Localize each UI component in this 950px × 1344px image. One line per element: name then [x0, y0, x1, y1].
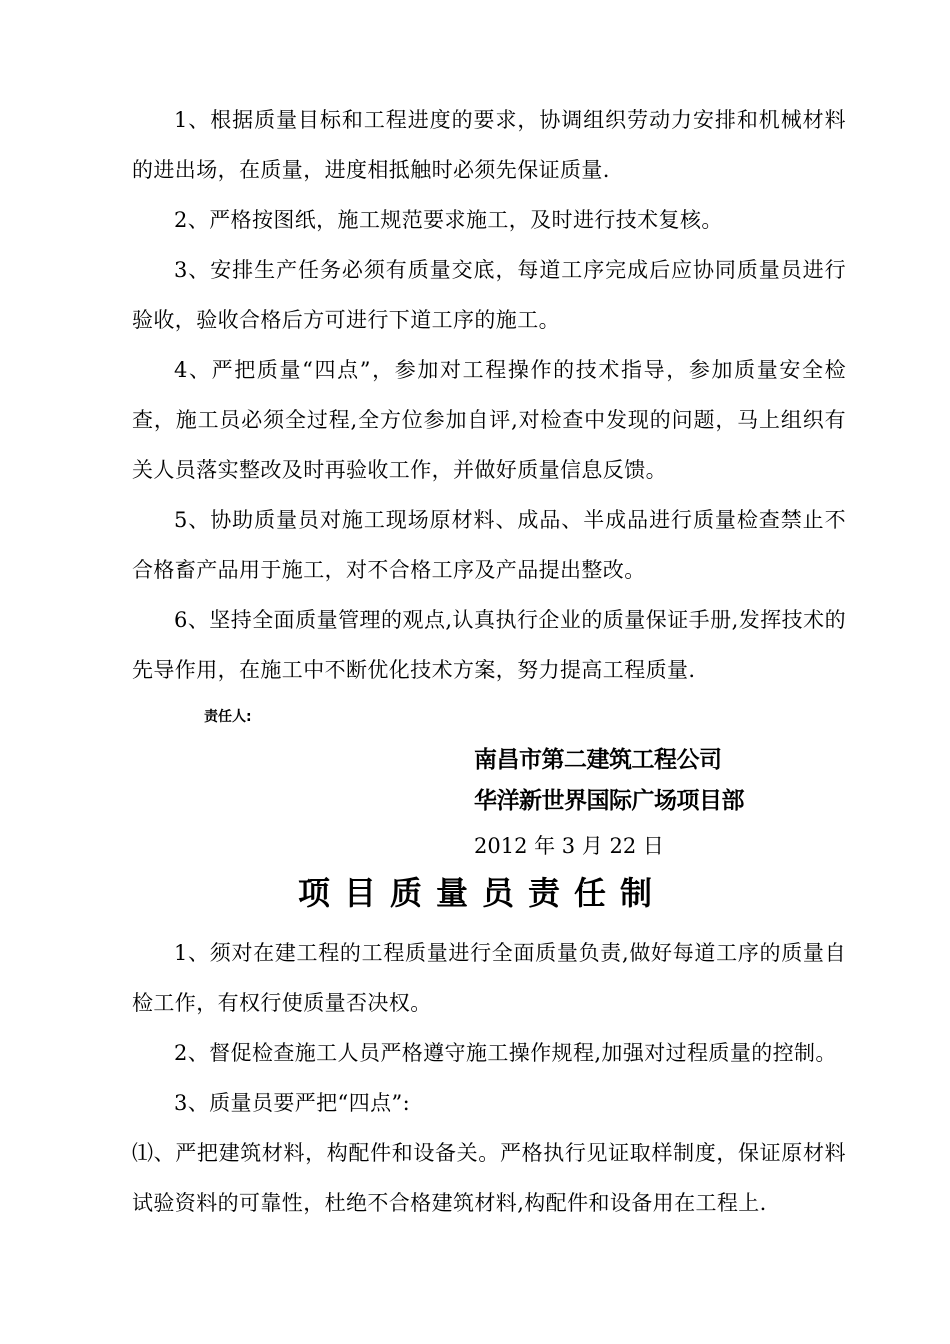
- paragraph-6: 6、坚持全面质量管理的观点,认真执行企业的质量保证手册,发挥技术的先导作用，在施工中不断优化技术方案，努力提高工程质量.: [132, 608, 846, 682]
- duty-paragraph-2: 2、督促检查施工人员严格遵守施工操作规程,加强对过程质量的控制。: [174, 1041, 837, 1065]
- paragraph-4: 4、严把质量“四点”，参加对工程操作的技术指导，参加质量安全检查，施工员必须全过程,全方位参加自评,对检查中发现的问题，马上组织有关人员落实整改及时再验收工作，并做好质量信息反馈。: [132, 358, 846, 482]
- duty-paragraph-1: 1、须对在建工程的工程质量进行全面质量负责,做好每道工序的质量自检工作，有权行使质量否决权。: [132, 941, 846, 1015]
- paragraph-1: 1、根据质量目标和工程进度的要求，协调组织劳动力安排和机械材料的进出场，在质量，进度相抵触时必须先保证质量.: [132, 108, 846, 182]
- section-title: 项目质量员责任制: [297, 874, 666, 912]
- duty-paragraph-3: 3、质量员要严把“四点”:: [174, 1091, 411, 1115]
- project-department: 华洋新世界国际广场项目部: [474, 788, 744, 814]
- paragraph-2: 2、严格按图纸，施工规范要求施工，及时进行技术复核。: [174, 208, 723, 232]
- paragraph-5: 5、协助质量员对施工现场原材料、成品、半成品进行质量检查禁止不合格畜产品用于施工，对不合格工序及产品提出整改。: [132, 508, 846, 582]
- paragraph-3: 3、安排生产任务必须有质量交底，每道工序完成后应协同质量员进行验收，验收合格后方可进行下道工序的施工。: [132, 258, 846, 332]
- duty-paragraph-4: ⑴、严把建筑材料，构配件和设备关。严格执行见证取样制度，保证原材料试验资料的可靠性，杜绝不合格建筑材料,构配件和设备用在工程上.: [132, 1141, 846, 1215]
- responsible-label: 责任人:: [204, 709, 252, 725]
- company-name: 南昌市第二建筑工程公司: [474, 747, 722, 773]
- signature-date: 2012 年 3 月 22 日: [474, 834, 664, 858]
